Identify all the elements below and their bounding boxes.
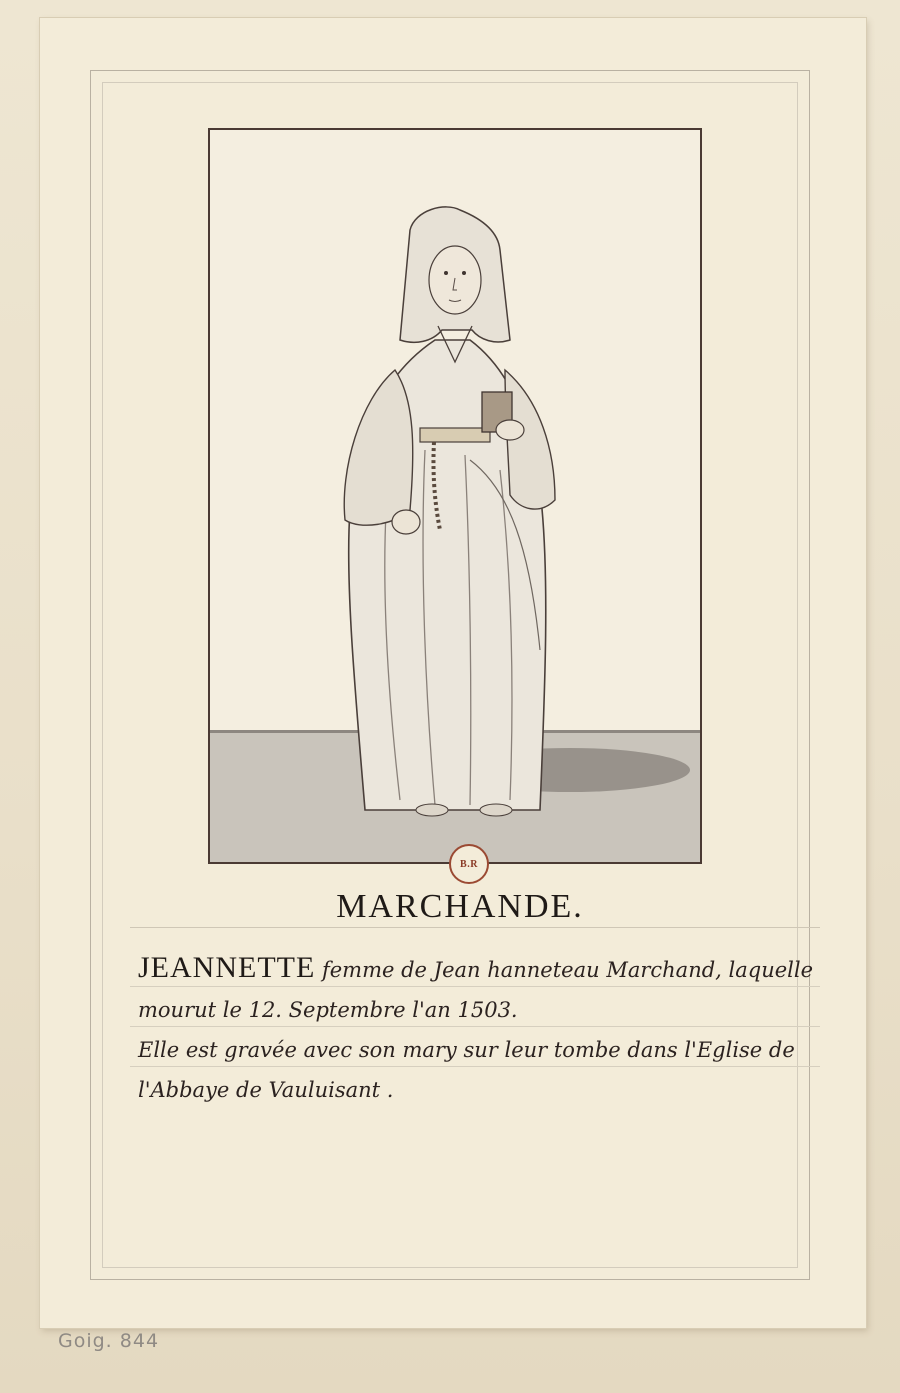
inscription-line-2: mourut le 12. Septembre l'an 1503. xyxy=(138,998,518,1022)
left-sleeve xyxy=(344,370,413,525)
library-stamp xyxy=(449,844,489,884)
inscription-line-3: Elle est gravée avec son mary sur leur tombe dans l'Eglise de xyxy=(138,1038,795,1062)
inscription-line-1-text: femme de Jean hanneteau Marchand, laquelle xyxy=(315,958,814,982)
belt xyxy=(420,428,490,442)
right-shoe xyxy=(480,804,512,816)
inscription-line-1 xyxy=(138,948,828,990)
figure-drawing xyxy=(210,130,700,862)
left-hand xyxy=(392,510,420,534)
inscription xyxy=(138,948,828,1110)
illustration-frame xyxy=(208,128,702,864)
title-rule xyxy=(130,927,820,928)
inscription-name: JEANNETTE xyxy=(138,951,316,984)
left-shoe xyxy=(416,804,448,816)
stamp-label: B.R xyxy=(460,858,478,870)
inscription-line-4: l'Abbaye de Vauluisant . xyxy=(138,1078,394,1102)
pencil-reference-number: Goig. 844 xyxy=(58,1330,160,1352)
plate-title: MARCHANDE. xyxy=(336,888,584,925)
right-hand xyxy=(496,420,524,440)
